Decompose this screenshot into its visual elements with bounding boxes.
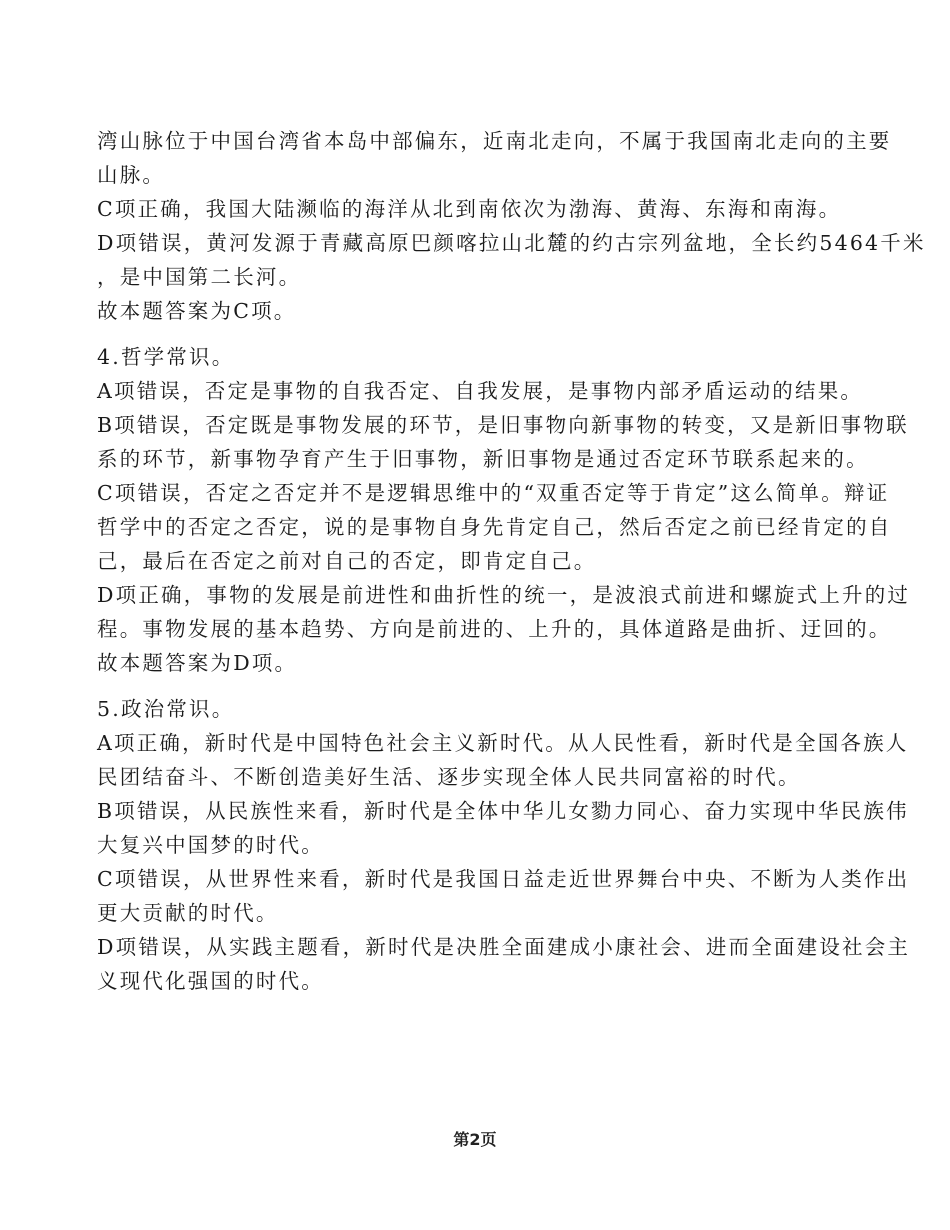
text-line: ，是中国第二长河。: [97, 265, 302, 289]
section-heading: 4.哲学常识。: [97, 345, 235, 369]
section-heading: 5.政治常识。: [97, 697, 235, 721]
text-line: C项错误，否定之否定并不是逻辑思维中的“双重否定等于肯定”这么简单。辩证: [97, 481, 890, 505]
text-line: 故本题答案为D项。: [97, 651, 298, 675]
section-gap: [97, 680, 877, 692]
text-line: 系的环节，新事物孕育产生于旧事物，新旧事物是通过否定环节联系起来的。: [97, 447, 869, 471]
text-line: 湾山脉位于中国台湾省本岛中部偏东，近南北走向，不属于我国南北走向的主要: [97, 129, 892, 153]
section-5: [97, 692, 911, 998]
section-gap: [97, 328, 877, 340]
text-line: A项错误，否定是事物的自我否定、自我发展，是事物内部矛盾运动的结果。: [97, 379, 864, 403]
text-line: D项错误，从实践主题看，新时代是决胜全面建成小康社会、进而全面建设社会主: [97, 935, 911, 959]
section-3-tail: [97, 124, 926, 328]
document-body: [97, 124, 926, 998]
text-line: 更大贡献的时代。: [97, 901, 279, 925]
text-line: 程。事物发展的基本趋势、方向是前进的、上升的，具体道路是曲折、迂回的。: [97, 617, 892, 641]
text-line: B项错误，否定既是事物发展的环节，是旧事物向新事物的转变，又是新旧事物联: [97, 413, 909, 437]
text-line: C项错误，从世界性来看，新时代是我国日益走近世界舞台中央、不断为人类作出: [97, 867, 910, 891]
text-line: 义现代化强国的时代。: [97, 969, 324, 993]
text-line: D项错误，黄河发源于青藏高原巴颜喀拉山北麓的约古宗列盆地，全长约5464千米: [97, 231, 926, 255]
text-line: 己，最后在否定之前对自己的否定，即肯定自己。: [97, 549, 597, 573]
text-line: D项正确，事物的发展是前进性和曲折性的统一，是波浪式前进和螺旋式上升的过: [97, 583, 911, 607]
text-line: A项正确，新时代是中国特色社会主义新时代。从人民性看，新时代是全国各族人: [97, 731, 909, 755]
text-line: B项错误，从民族性来看，新时代是全体中华儿女勠力同心、奋力实现中华民族伟: [97, 799, 909, 823]
text-line: 故本题答案为C项。: [97, 299, 297, 323]
text-line: 大复兴中国梦的时代。: [97, 833, 324, 857]
text-line: 哲学中的否定之否定，说的是事物自身先肯定自己，然后否定之前已经肯定的自: [97, 515, 892, 539]
text-line: 民团结奋斗、不断创造美好生活、逐步实现全体人民共同富裕的时代。: [97, 765, 801, 789]
section-4: [97, 340, 911, 680]
text-line: 山脉。: [97, 163, 166, 187]
page-number: 第2页: [453, 1130, 497, 1149]
text-line: C项正确，我国大陆濒临的海洋从北到南依次为渤海、黄海、东海和南海。: [97, 197, 842, 221]
